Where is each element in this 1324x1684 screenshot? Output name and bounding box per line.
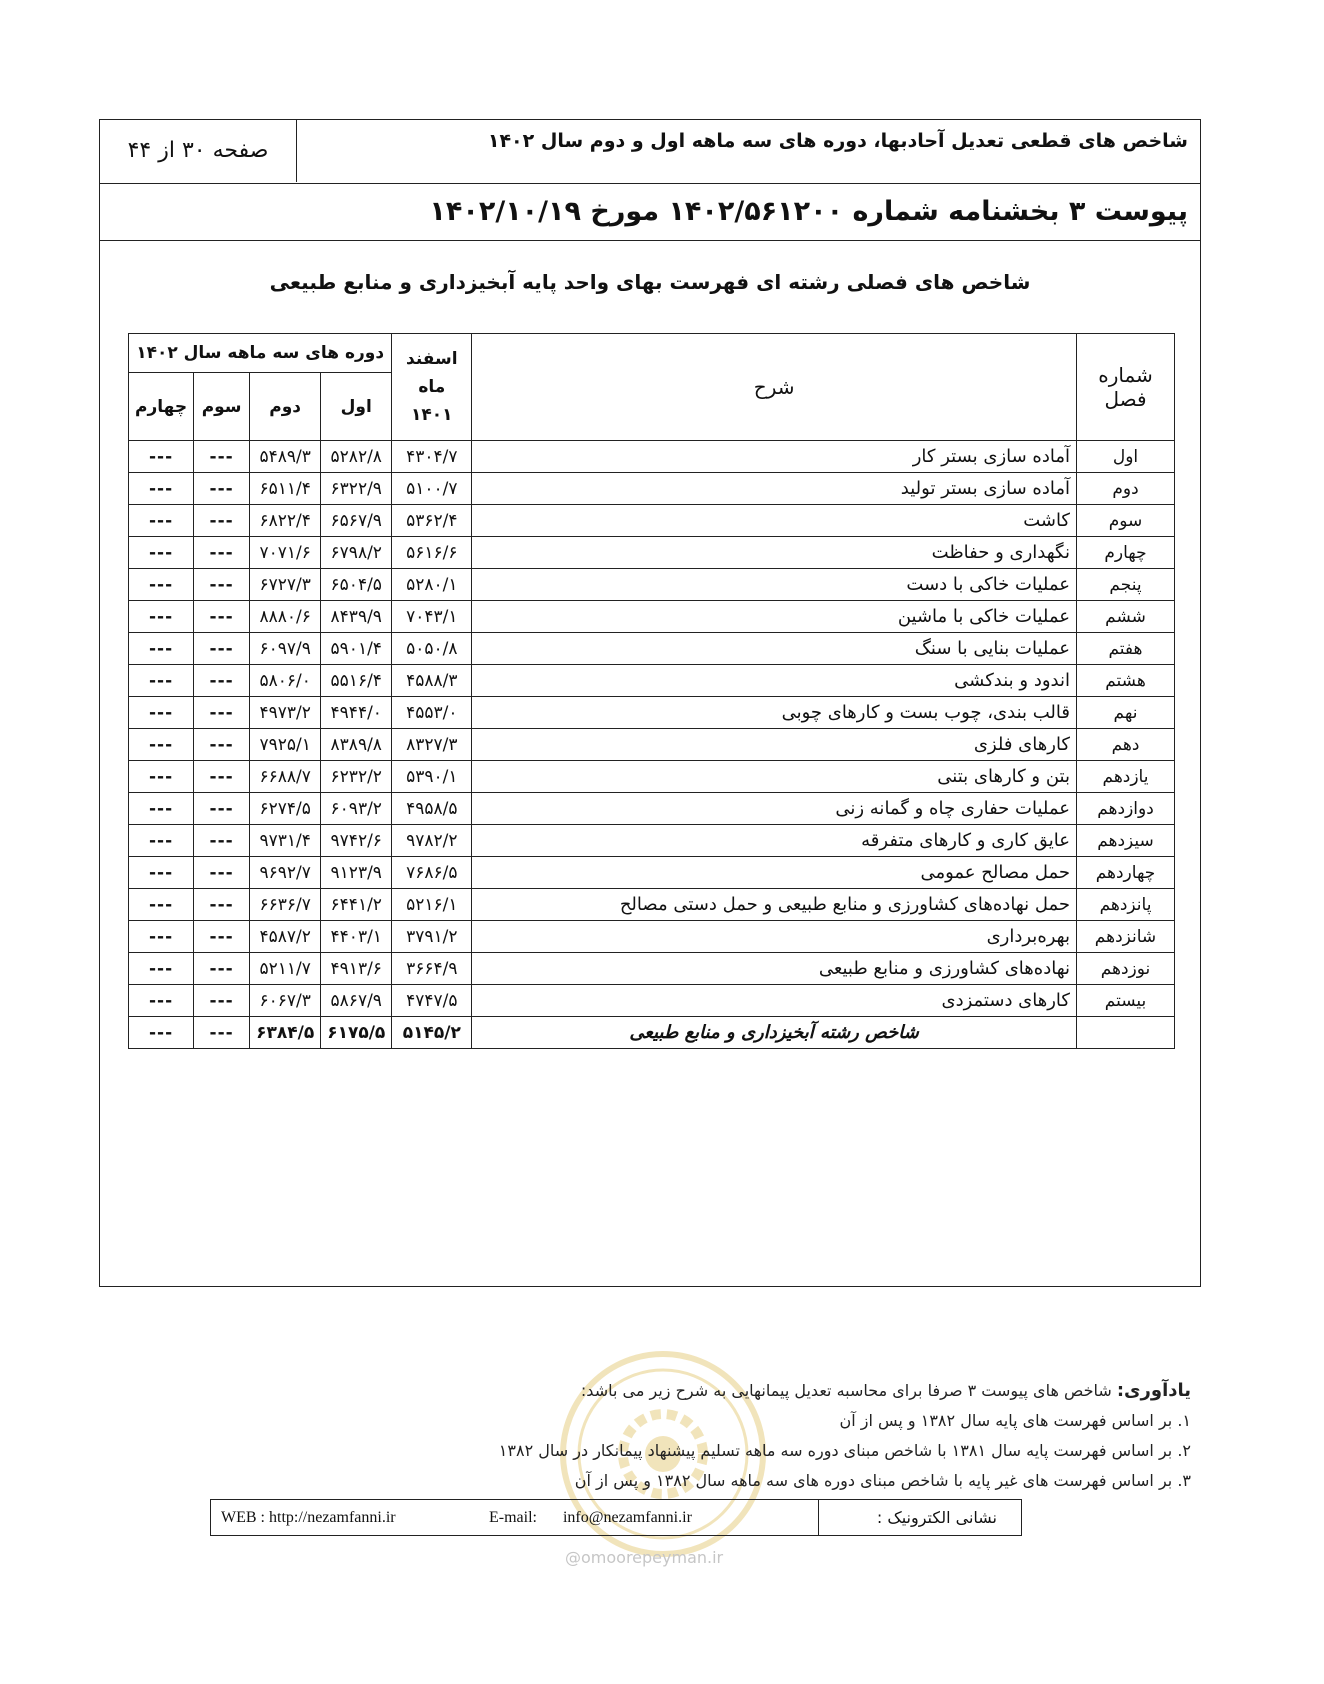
cell-chapter: سوم xyxy=(1077,505,1175,537)
cell-q4: --- xyxy=(129,889,194,921)
cell-chapter: نهم xyxy=(1077,697,1175,729)
cell-q2: ۸۸۸۰/۶ xyxy=(250,601,321,633)
note-lead: یادآوری: xyxy=(1116,1380,1191,1401)
header-row xyxy=(100,120,1200,184)
col-header-group: دوره های سه ماهه سال ۱۴۰۲ xyxy=(129,334,392,373)
cell-q3: --- xyxy=(194,569,250,601)
table-title: شاخص های فصلی رشته ای فهرست بهای واحد پایه آبخیزداری و منابع طبیعی xyxy=(269,270,1031,294)
table-row xyxy=(129,505,1175,537)
cell-description: اندود و بندکشی xyxy=(472,665,1077,697)
cell-q3: --- xyxy=(194,665,250,697)
cell-esfand: ۵۱۰۰/۷ xyxy=(392,473,472,505)
cell-q2: ۶۵۱۱/۴ xyxy=(250,473,321,505)
cell-chapter: نوزدهم xyxy=(1077,953,1175,985)
cell-q4: --- xyxy=(129,633,194,665)
cell-total-esfand: ۵۱۴۵/۲ xyxy=(392,1017,472,1049)
cell-esfand: ۵۳۶۲/۴ xyxy=(392,505,472,537)
cell-q4: --- xyxy=(129,953,194,985)
col-header-q4: چهارم xyxy=(129,373,194,441)
table-row xyxy=(129,729,1175,761)
cell-q3: --- xyxy=(194,537,250,569)
email-label: E-mail: xyxy=(489,1509,537,1526)
page-number: صفحه ۳۰ از ۴۴ xyxy=(100,120,297,182)
cell-q4: --- xyxy=(129,665,194,697)
cell-q2: ۶۰۶۷/۳ xyxy=(250,985,321,1017)
esfand-label: اسفند ماه xyxy=(406,349,458,397)
cell-q1: ۸۳۸۹/۸ xyxy=(321,729,392,761)
cell-chapter: دوم xyxy=(1077,473,1175,505)
cell-q2: ۷۰۷۱/۶ xyxy=(250,537,321,569)
cell-total-q2: ۶۳۸۴/۵ xyxy=(250,1017,321,1049)
email-link[interactable]: info@nezamfanni.ir xyxy=(562,1509,692,1526)
cell-q2: ۷۹۲۵/۱ xyxy=(250,729,321,761)
cell-q1: ۸۴۳۹/۹ xyxy=(321,601,392,633)
cell-q3: --- xyxy=(194,857,250,889)
cell-q4: --- xyxy=(129,729,194,761)
cell-chapter: دوازدهم xyxy=(1077,793,1175,825)
note-item: ۲. بر اساس فهرست پایه سال ۱۳۸۱ با شاخص مبنای دوره سه ماهه تسلیم پیشنهاد پیمانکار در سال ۱۳۸۲ xyxy=(498,1441,1191,1460)
cell-q4: --- xyxy=(129,921,194,953)
cell-q1: ۶۵۶۷/۹ xyxy=(321,505,392,537)
table-row xyxy=(129,825,1175,857)
document-title: شاخص های قطعی تعدیل آحادبها، دوره های سه ماهه اول و دوم سال ۱۴۰۲ xyxy=(487,130,1188,152)
cell-description: آماده سازی بستر کار xyxy=(472,441,1077,473)
cell-q3: --- xyxy=(194,793,250,825)
table-row xyxy=(129,665,1175,697)
website-link[interactable]: WEB : http://nezamfanni.ir xyxy=(221,1509,396,1526)
cell-description: قالب بندی، چوب بست و کارهای چوبی xyxy=(472,697,1077,729)
cell-description: عملیات خاکی با ماشین xyxy=(472,601,1077,633)
cell-chapter: دهم xyxy=(1077,729,1175,761)
cell-total-q1: ۶۱۷۵/۵ xyxy=(321,1017,392,1049)
cell-q2: ۶۷۲۷/۳ xyxy=(250,569,321,601)
cell-description: عایق کاری و کارهای متفرقه xyxy=(472,825,1077,857)
cell-q3: --- xyxy=(194,921,250,953)
cell-q3: --- xyxy=(194,473,250,505)
contact-label: نشانی الکترونیک : xyxy=(818,1500,1021,1535)
cell-q1: ۹۱۲۳/۹ xyxy=(321,857,392,889)
cell-q1: ۶۵۰۴/۵ xyxy=(321,569,392,601)
col-header-q1: اول xyxy=(321,373,392,441)
cell-q2: ۶۶۳۶/۷ xyxy=(250,889,321,921)
table-row xyxy=(129,601,1175,633)
cell-description: نگهداری و حفاظت xyxy=(472,537,1077,569)
cell-esfand: ۳۶۶۴/۹ xyxy=(392,953,472,985)
cell-chapter: سیزدهم xyxy=(1077,825,1175,857)
col-header-description: شرح xyxy=(472,334,1077,441)
cell-q4: --- xyxy=(129,985,194,1017)
note-intro-line xyxy=(391,1376,1191,1406)
note-item: ۳. بر اساس فهرست های غیر پایه با شاخص مبنای دوره های سه ماهه سال ۱۳۸۲ و پس از آن xyxy=(574,1471,1191,1490)
cell-q1: ۵۵۱۶/۴ xyxy=(321,665,392,697)
cell-esfand: ۵۳۹۰/۱ xyxy=(392,761,472,793)
cell-q4: --- xyxy=(129,697,194,729)
cell-esfand: ۴۵۵۳/۰ xyxy=(392,697,472,729)
cell-q1: ۴۴۰۳/۱ xyxy=(321,921,392,953)
cell-total-q4: --- xyxy=(129,1017,194,1049)
cell-chapter: پنجم xyxy=(1077,569,1175,601)
cell-esfand: ۴۳۰۴/۷ xyxy=(392,441,472,473)
subheader-row xyxy=(100,184,1200,241)
cell-description: عملیات بنایی با سنگ xyxy=(472,633,1077,665)
cell-chapter-empty xyxy=(1077,1017,1175,1049)
cell-q2: ۵۲۱۱/۷ xyxy=(250,953,321,985)
cell-esfand: ۵۲۱۶/۱ xyxy=(392,889,472,921)
table-row xyxy=(129,569,1175,601)
col-header-chapter: شماره فصل xyxy=(1077,334,1175,441)
cell-description: عملیات خاکی با دست xyxy=(472,569,1077,601)
col-header-q2: دوم xyxy=(250,373,321,441)
cell-q4: --- xyxy=(129,601,194,633)
cell-q1: ۶۲۳۲/۲ xyxy=(321,761,392,793)
cell-q1: ۵۲۸۲/۸ xyxy=(321,441,392,473)
cell-esfand: ۷۰۴۳/۱ xyxy=(392,601,472,633)
cell-q4: --- xyxy=(129,761,194,793)
table-row xyxy=(129,697,1175,729)
cell-chapter: بیستم xyxy=(1077,985,1175,1017)
cell-description: عملیات حفاری چاه و گمانه زنی xyxy=(472,793,1077,825)
cell-q3: --- xyxy=(194,729,250,761)
cell-q3: --- xyxy=(194,441,250,473)
cell-q3: --- xyxy=(194,601,250,633)
cell-description: آماده سازی بستر تولید xyxy=(472,473,1077,505)
cell-q4: --- xyxy=(129,505,194,537)
cell-chapter: شانزدهم xyxy=(1077,921,1175,953)
cell-q3: --- xyxy=(194,505,250,537)
cell-q2: ۴۹۷۳/۲ xyxy=(250,697,321,729)
total-row xyxy=(129,1017,1175,1049)
cell-esfand: ۴۷۴۷/۵ xyxy=(392,985,472,1017)
cell-q1: ۶۴۴۱/۲ xyxy=(321,889,392,921)
cell-esfand: ۴۵۸۸/۳ xyxy=(392,665,472,697)
cell-description: کارهای فلزی xyxy=(472,729,1077,761)
cell-q4: --- xyxy=(129,857,194,889)
cell-esfand: ۸۳۲۷/۳ xyxy=(392,729,472,761)
cell-total-description: شاخص رشته آبخیزداری و منابع طبیعی xyxy=(472,1017,1077,1049)
cell-description: نهاده‌های کشاورزی و منابع طبیعی xyxy=(472,953,1077,985)
cell-q2: ۶۸۲۲/۴ xyxy=(250,505,321,537)
cell-chapter: هشتم xyxy=(1077,665,1175,697)
cell-chapter: ششم xyxy=(1077,601,1175,633)
cell-description: بتن و کارهای بتنی xyxy=(472,761,1077,793)
cell-q2: ۶۶۸۸/۷ xyxy=(250,761,321,793)
cell-q3: --- xyxy=(194,985,250,1017)
cell-q4: --- xyxy=(129,537,194,569)
cell-q1: ۵۹۰۱/۴ xyxy=(321,633,392,665)
cell-q1: ۶۰۹۳/۲ xyxy=(321,793,392,825)
cell-q2: ۵۸۰۶/۰ xyxy=(250,665,321,697)
cell-esfand: ۷۶۸۶/۵ xyxy=(392,857,472,889)
cell-q2: ۹۶۹۲/۷ xyxy=(250,857,321,889)
table-row xyxy=(129,633,1175,665)
cell-q3: --- xyxy=(194,953,250,985)
table-row xyxy=(129,537,1175,569)
cell-esfand: ۵۰۵۰/۸ xyxy=(392,633,472,665)
cell-q2: ۹۷۳۱/۴ xyxy=(250,825,321,857)
cell-description: بهره‌برداری xyxy=(472,921,1077,953)
cell-chapter: پانزدهم xyxy=(1077,889,1175,921)
cell-q3: --- xyxy=(194,761,250,793)
cell-q4: --- xyxy=(129,825,194,857)
note-item: ۱. بر اساس فهرست های پایه سال ۱۳۸۲ و پس از آن xyxy=(839,1411,1191,1430)
cell-esfand: ۳۷۹۱/۲ xyxy=(392,921,472,953)
cell-esfand: ۵۶۱۶/۶ xyxy=(392,537,472,569)
table-body xyxy=(129,441,1175,1049)
cell-description: کاشت xyxy=(472,505,1077,537)
col-header-esfand xyxy=(392,334,472,441)
email-block xyxy=(489,1500,692,1535)
cell-chapter: هفتم xyxy=(1077,633,1175,665)
cell-description: حمل مصالح عمومی xyxy=(472,857,1077,889)
cell-chapter: چهارم xyxy=(1077,537,1175,569)
contact-box xyxy=(210,1499,1022,1536)
cell-q4: --- xyxy=(129,441,194,473)
document-subtitle: پیوست ۳ بخشنامه شماره ۱۴۰۲/۵۶۱۲۰۰ مورخ ۱۴۰۲/۱۰/۱۹ xyxy=(429,196,1188,227)
table-row xyxy=(129,857,1175,889)
col-header-q3: سوم xyxy=(194,373,250,441)
cell-q2: ۵۴۸۹/۳ xyxy=(250,441,321,473)
cell-esfand: ۴۹۵۸/۵ xyxy=(392,793,472,825)
cell-q1: ۹۷۴۲/۶ xyxy=(321,825,392,857)
table-row xyxy=(129,793,1175,825)
table-row xyxy=(129,985,1175,1017)
cell-q1: ۶۳۲۲/۹ xyxy=(321,473,392,505)
cell-total-q3: --- xyxy=(194,1017,250,1049)
esfand-year: ۱۴۰۱ xyxy=(411,405,453,425)
cell-q1: ۶۷۹۸/۲ xyxy=(321,537,392,569)
cell-chapter: اول xyxy=(1077,441,1175,473)
cell-chapter: یازدهم xyxy=(1077,761,1175,793)
cell-esfand: ۵۲۸۰/۱ xyxy=(392,569,472,601)
cell-q1: ۴۹۱۳/۶ xyxy=(321,953,392,985)
cell-description: حمل نهاده‌های کشاورزی و منابع طبیعی و حمل دستی مصالح xyxy=(472,889,1077,921)
cell-esfand: ۹۷۸۲/۲ xyxy=(392,825,472,857)
cell-q2: ۶۰۹۷/۹ xyxy=(250,633,321,665)
cell-q3: --- xyxy=(194,889,250,921)
cell-description: کارهای دستمزدی xyxy=(472,985,1077,1017)
cell-q3: --- xyxy=(194,633,250,665)
cell-q1: ۵۸۶۷/۹ xyxy=(321,985,392,1017)
note-intro: شاخص های پیوست ۳ صرفا برای محاسبه تعدیل پیمانهایی به شرح زیر می باشد: xyxy=(580,1381,1112,1400)
table-row xyxy=(129,441,1175,473)
cell-chapter: چهاردهم xyxy=(1077,857,1175,889)
cell-q1: ۴۹۴۴/۰ xyxy=(321,697,392,729)
table-row xyxy=(129,761,1175,793)
watermark-site: @omoorepeyman.ir xyxy=(565,1548,724,1567)
cell-q2: ۴۵۸۷/۲ xyxy=(250,921,321,953)
table-row xyxy=(129,473,1175,505)
table-row xyxy=(129,889,1175,921)
index-table xyxy=(128,333,1175,1049)
table-row xyxy=(129,921,1175,953)
cell-q4: --- xyxy=(129,473,194,505)
cell-q3: --- xyxy=(194,697,250,729)
table-row xyxy=(129,953,1175,985)
cell-q3: --- xyxy=(194,825,250,857)
cell-q4: --- xyxy=(129,569,194,601)
cell-q4: --- xyxy=(129,793,194,825)
reminder-note xyxy=(391,1376,1191,1496)
cell-q2: ۶۲۷۴/۵ xyxy=(250,793,321,825)
